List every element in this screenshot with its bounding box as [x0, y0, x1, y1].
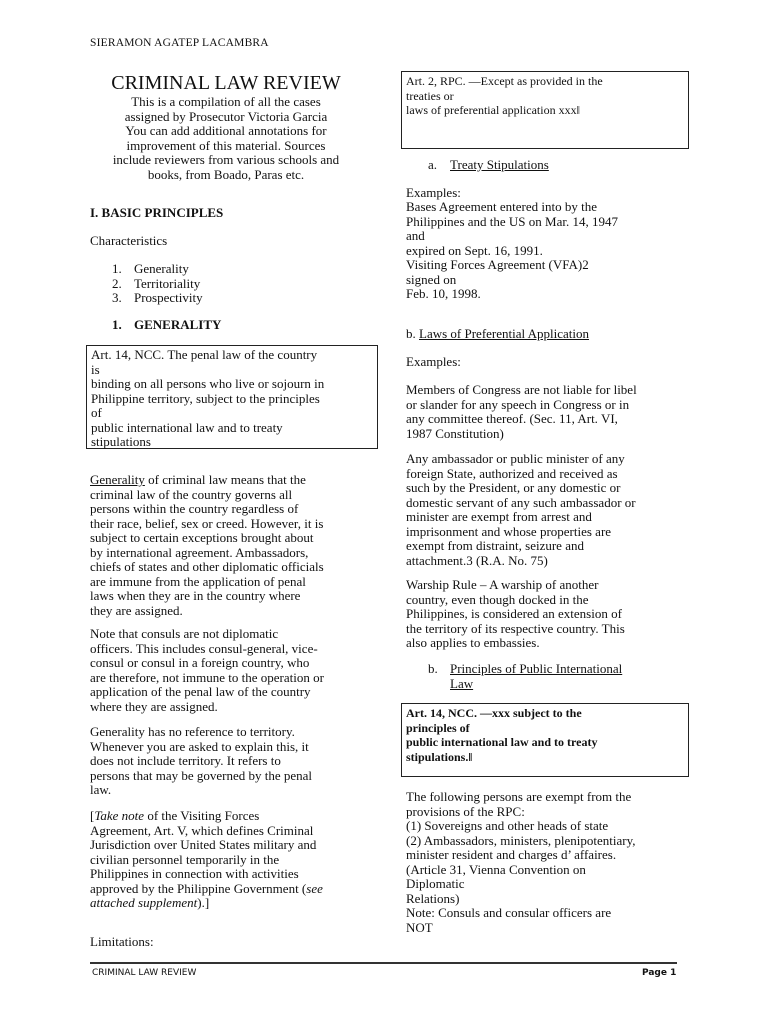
congress-paragraph: Members of Congress are not liable for libel or slander for any speech in Congress or in any committee thereof. (Sec. 11, Art. VI, 1987 Constitution)	[406, 382, 637, 441]
treaty-examples: Bases Agreement entered into by the Philippines and the US on Mar. 14, 1947 and expired on Sept. 16, 1991. Visiting Forces Agreement (VFA)2 signed on Feb. 10, 1998.	[406, 200, 678, 302]
generality-term: Generality	[90, 472, 145, 487]
list-item: 2. Territoriality	[112, 275, 201, 291]
intro-line: This is a compilation of all the cases	[131, 94, 321, 109]
box-line: Art. 14, NCC. The penal law of the country	[91, 347, 318, 362]
intro-paragraph	[90, 95, 362, 182]
preferential-application-heading: b. Laws of Preferential Application	[406, 326, 590, 341]
generality-paragraph: Generality of criminal law means that the criminal law of the country governs all persons within the country regardless of their race, belief, sex or creed. However, it is subject to certain exceptions brought about by international agreement. Ambassadors, chiefs of states and other diplomatic officials are immune from the application of penal laws when they are in the country where they are assigned.	[90, 472, 324, 618]
consuls-paragraph: Note that consuls are not diplomatic officers. This includes consul-general, vice- consul or consul in a foreign country, who are therefore, not immune to the operation or application of the penal law of the country where they are assigned.	[90, 626, 324, 714]
list-item: Visiting Forces Agreement (VFA)2	[406, 257, 589, 272]
examples-label: Examples:	[406, 185, 461, 200]
box-line: stipulations	[91, 434, 151, 449]
footer-title: CRIMINAL LAW REVIEW	[92, 968, 197, 978]
box-line: treaties or	[406, 88, 454, 103]
box-line: Philippine territory, subject to the principles	[91, 390, 320, 406]
box-line: public international law and to treaty	[406, 735, 598, 749]
box-line: stipulations.‖	[406, 749, 473, 764]
generality-heading: 1. GENERALITY	[112, 317, 222, 332]
box-line: binding on all persons who live or sojourn in	[91, 376, 325, 391]
public-international-law-heading: b. Principles of Public International Law	[428, 661, 623, 691]
box-line: Art. 14, NCC. —xxx subject to the	[406, 706, 582, 720]
territory-paragraph: Generality has no reference to territory. Whenever you are asked to explain this, it does not include territory. It refers to persons that may be governed by the penal law.	[90, 724, 313, 797]
running-header: SIERAMON AGATEP LACAMBRA	[90, 37, 269, 49]
examples-label: Examples:	[406, 354, 461, 369]
footer-divider	[90, 962, 677, 964]
vfa-note-paragraph: [Take note of the Visiting Forces Agreement, Art. V, which defines Criminal Jurisdiction over United States military and civilian personnel temporarily in the Philippines in connection with activities approved by the Philippine Government (see attached supplement).]	[90, 808, 323, 910]
ambassador-paragraph: Any ambassador or public minister of any foreign State, authorized and received as such by the President, or any domestic or domestic servant of any such ambassador or minister are exempt from arrest and imprisonment and whose properties are exempt from distraint, seizure and attachment.3 (R.A. No. 75)	[406, 451, 636, 568]
intro-line: You can add additional annotations for	[125, 123, 327, 138]
doc-title: CRIMINAL LAW REVIEW	[111, 72, 341, 94]
exempt-persons-paragraph: The following persons are exempt from the provisions of the RPC: (1) Sovereigns and other heads of state (2) Ambassadors, ministers, plenipotentiary, minister resident and charges d’ affaires. (Article 31, Vienna Convention on Diplomatic Relations) Note: Consuls and consular officers are NOT	[406, 789, 636, 935]
art14-ncc-box	[86, 345, 378, 449]
characteristics-list	[112, 262, 203, 306]
section-heading-basic-principles: I. BASIC PRINCIPLES	[90, 205, 224, 220]
characteristics-label: Characteristics	[90, 233, 168, 248]
intro-line: books, from Boado, Paras etc.	[147, 166, 305, 182]
warship-paragraph: Warship Rule – A warship of another country, even though docked in the Philippines, is considered an extension of the territory of its respective country. This also applies to embassies.	[406, 577, 625, 650]
intro-line: assigned by Prosecutor Victoria Garcia	[124, 108, 328, 124]
box-line: principles of	[406, 720, 470, 735]
treaty-stipulations-heading: a. Treaty Stipulations	[428, 157, 549, 172]
box-line: public international law and to treaty	[91, 419, 283, 435]
list-item: 3. Prospectivity	[112, 290, 203, 305]
list-item: Bases Agreement entered into by the	[406, 199, 597, 214]
box-line: of	[91, 405, 102, 420]
box-line: laws of preferential application xxx‖	[406, 103, 580, 117]
art14-ncc-bold-box	[401, 703, 689, 777]
intro-line: improvement of this material. Sources	[126, 137, 326, 153]
list-item: 1. Generality	[112, 261, 189, 276]
page-number: Page 1	[642, 968, 677, 978]
art2-rpc-box	[401, 71, 689, 149]
intro-line: include reviewers from various schools and	[112, 152, 340, 167]
box-line: Art. 2, RPC. —Except as provided in the	[406, 74, 603, 88]
box-line: is	[91, 361, 100, 377]
limitations-label: Limitations:	[90, 934, 154, 949]
